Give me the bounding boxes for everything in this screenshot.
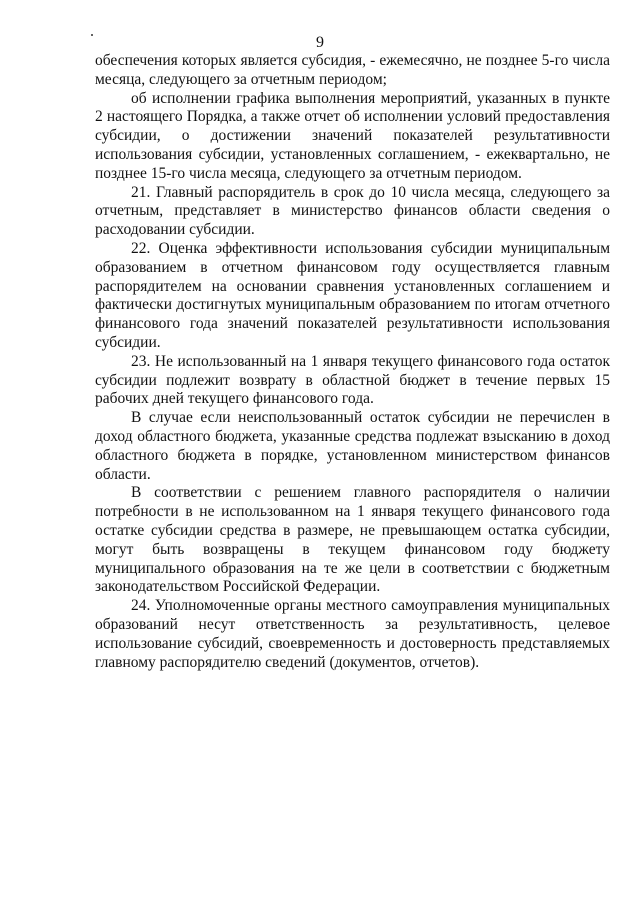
page-number: 9: [316, 34, 324, 51]
paragraph-continuation: обеспечения которых является субсидия, - ежемесячно, не позднее 5-го числа месяца, следующего за отчетным периодом;: [95, 52, 610, 88]
paragraph-23-recovery: В случае если неиспользованный остаток субсидии не перечислен в доход областного бюджета, указанные средства подлежат взысканию в доход областного бюджета в порядке, установленном министерством финансов области.: [95, 409, 610, 483]
paragraph-21: 21. Главный распорядитель в срок до 10 числа месяца, следующего за отчетным, представляет в министерство финансов области сведения о расходовании субсидии.: [95, 183, 610, 239]
paragraph-schedule-report: об исполнении графика выполнения мероприятий, указанных в пункте 2 настоящего Порядка, а также отчет об исполнении условий предоставления субсидии, о достижении значений показателей результативности использования субсидии, установленных соглашением, - ежеквартально, не позднее 15-го числа месяца, следующего за отчетным периодом.: [95, 89, 610, 182]
paragraph-22: 22. Оценка эффективности использования субсидии муниципальным образованием в отчетном финансовом году осуществляется главным распорядителем на основании сравнения установленных соглашением и фактически достигнутых муниципальным образованием по итогам отчетного финансового года значений показателей результативности использования субсидии.: [95, 239, 610, 351]
paragraph-23: 23. Не использованный на 1 января текущего финансового года остаток субсидии подлежит возврату в областной бюджет в течение первых 15 рабочих дней текущего финансового года.: [95, 352, 610, 408]
paragraph-23-return: В соответствии с решением главного распорядителя о наличии потребности в не использованном на 1 января текущего финансового года остатке субсидии средства в размере, не превышающем остатка субсидии, могут быть возвращены в текущем финансовом году бюджету муниципального образования на те же цели в соответствии с бюджетным законодательством Российской Федерации.: [95, 484, 610, 596]
paragraph-24: 24. Уполномоченные органы местного самоуправления муниципальных образований несут ответственность за результативность, целевое использование субсидий, своевременность и достоверность представляемых главному распорядителю сведений (документов, отчетов).: [95, 597, 610, 671]
document-body: [95, 52, 610, 672]
